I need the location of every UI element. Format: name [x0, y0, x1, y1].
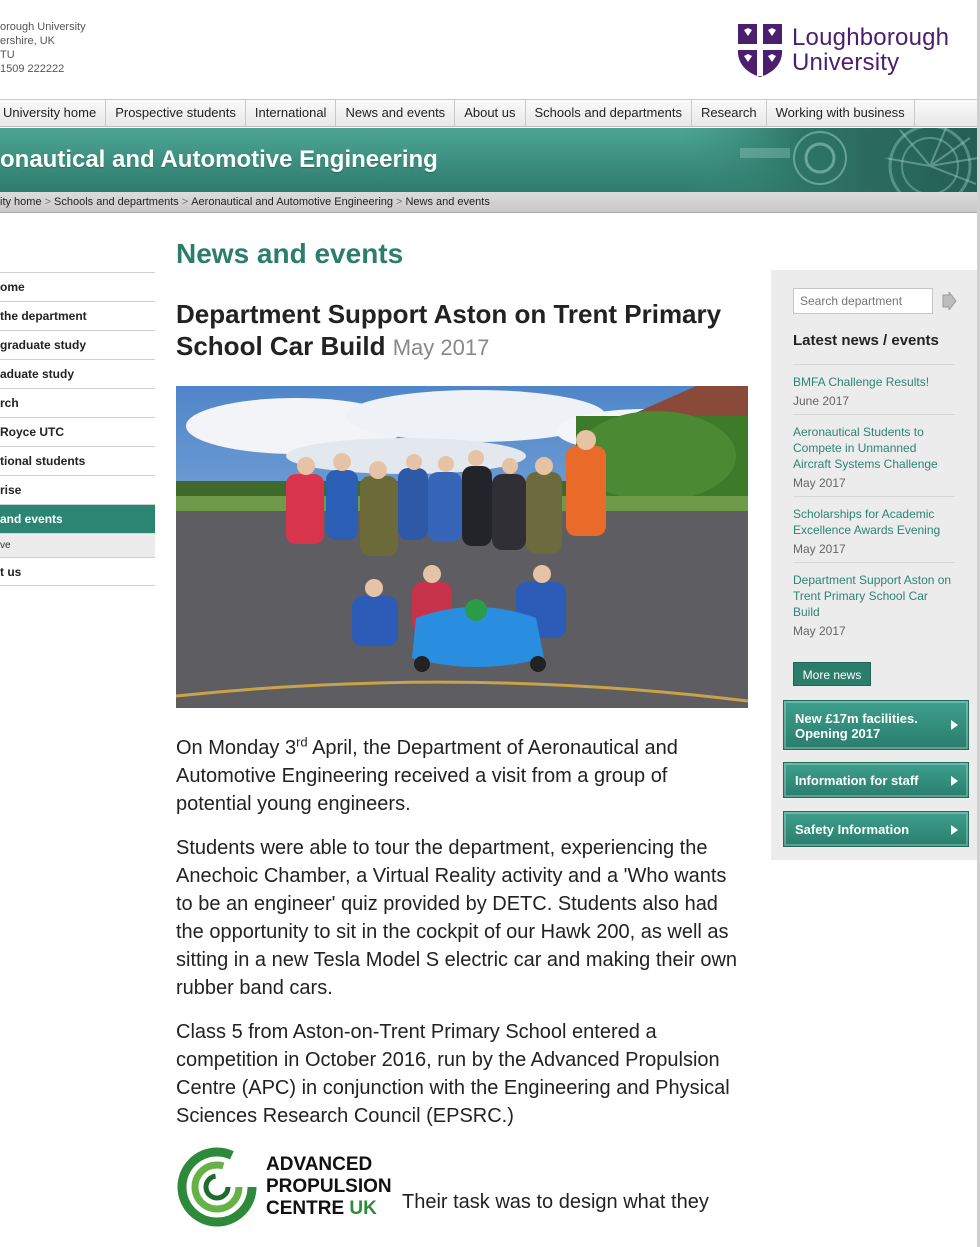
apc-ring-icon — [176, 1146, 258, 1228]
apc-logo-text — [266, 1154, 392, 1220]
information-for-staff-button[interactable] — [783, 762, 969, 798]
school-group-photo — [176, 386, 748, 708]
apc-logo — [176, 1144, 396, 1230]
leftnav-postgraduate-study[interactable]: aduate study — [0, 359, 155, 388]
news-link-car-build[interactable]: Department Support Aston on Trent Primary School Car Build — [793, 573, 952, 619]
new-facilities-button[interactable] — [783, 700, 969, 750]
breadcrumb-separator: > — [396, 196, 403, 208]
logo-line-1: Loughborough — [792, 24, 950, 51]
breadcrumb-separator: > — [44, 196, 52, 208]
news-item — [793, 496, 955, 562]
para1-text: On Monday 3 — [176, 737, 297, 759]
article-paragraph-1 — [176, 734, 748, 818]
article-date: May 2017 — [392, 335, 490, 360]
nav-about-us[interactable]: About us — [455, 100, 525, 126]
right-sidebar — [771, 270, 980, 860]
breadcrumb-department[interactable]: Aeronautical and Automotive Engineering — [191, 196, 394, 208]
news-item — [793, 414, 955, 496]
news-item — [793, 364, 955, 414]
arrow-right-icon — [951, 720, 958, 730]
address-line: orough University — [0, 21, 86, 33]
safety-information-button[interactable] — [783, 811, 969, 847]
phone-number: 1509 222222 — [0, 63, 65, 75]
left-navigation — [0, 272, 155, 586]
nav-working-with-business[interactable]: Working with business — [767, 100, 915, 126]
university-logo[interactable] — [736, 20, 949, 80]
breadcrumb-schools-and-departments[interactable]: Schools and departments — [54, 196, 179, 208]
turbine-banner-image — [680, 128, 980, 192]
news-link-scholarships[interactable]: Scholarships for Academic Excellence Awards Evening — [793, 507, 941, 537]
breadcrumb-news-and-events[interactable]: News and events — [405, 196, 490, 208]
staff-info-label: Information for staff — [795, 773, 919, 788]
department-banner — [0, 128, 980, 192]
university-crest-icon — [736, 22, 784, 78]
university-name — [792, 25, 949, 75]
site-header — [0, 0, 980, 100]
article-title — [176, 298, 748, 364]
nav-international[interactable]: International — [246, 100, 337, 126]
logo-line-2: University — [792, 49, 900, 76]
search-go-arrow-icon[interactable] — [941, 292, 957, 310]
news-item — [793, 562, 955, 644]
safety-info-label: Safety Information — [795, 822, 910, 837]
address-line: TU — [0, 49, 15, 61]
breadcrumb-separator: > — [181, 196, 189, 208]
new-facilities-label: New £17m facilities. Opening 2017 — [795, 711, 918, 741]
leftnav-about-the-department[interactable]: the department — [0, 301, 155, 330]
news-date: May 2017 — [793, 542, 846, 556]
apc-uk: UK — [349, 1198, 377, 1219]
leftnav-rolls-royce-utc[interactable]: Royce UTC — [0, 417, 155, 446]
arrow-right-icon — [951, 776, 958, 786]
nav-schools-and-departments[interactable]: Schools and departments — [526, 100, 692, 126]
contact-address — [0, 20, 86, 76]
news-date: June 2017 — [793, 394, 850, 408]
more-news-button[interactable]: More news — [793, 662, 871, 686]
article-title-text: Department Support Aston on Trent Primary School Car Build — [176, 299, 722, 361]
leftnav-contact-us[interactable]: t us — [0, 557, 155, 586]
apc-section — [176, 1144, 748, 1230]
latest-news-list — [793, 364, 955, 644]
leftnav-news-and-events[interactable]: and events — [0, 504, 155, 533]
nav-university-home[interactable]: University home — [0, 100, 106, 126]
apc-word-1: ADVANCED — [266, 1154, 373, 1175]
leftnav-archive[interactable]: ve — [0, 533, 155, 557]
ordinal-suffix: rd — [296, 734, 308, 750]
apc-word-2: PROPULSION — [266, 1176, 392, 1197]
apc-word-3: CENTRE — [266, 1198, 345, 1219]
nav-news-and-events[interactable]: News and events — [336, 100, 455, 126]
news-date: May 2017 — [793, 476, 846, 490]
news-link-uas-challenge[interactable]: Aeronautical Students to Compete in Unmanned Aircraft Systems Challenge — [793, 425, 938, 471]
leftnav-international-students[interactable]: tional students — [0, 446, 155, 475]
leftnav-enterprise[interactable]: rise — [0, 475, 155, 504]
breadcrumb-university-home[interactable]: ity home — [0, 196, 42, 208]
article-paragraph-2: Students were able to tour the department, experiencing the Anechoic Chamber, a Virtual Reality activity and a 'Who wants to be an engineer' quiz provided by DETC. Students also had the opportunity to sit in the cockpit of our Hawk 200, as well as sitting in a new Tesla Model S electric car and making their own rubber band cars. — [176, 837, 738, 999]
address-line: ershire, UK — [0, 35, 56, 47]
top-navigation — [0, 99, 980, 127]
nav-prospective-students[interactable]: Prospective students — [106, 100, 246, 126]
department-title: onautical and Automotive Engineering — [0, 146, 438, 173]
leftnav-home[interactable]: ome — [0, 272, 155, 301]
article-paragraph-4: Their task was to design what they — [402, 1191, 709, 1213]
breadcrumb — [0, 192, 980, 213]
nav-research[interactable]: Research — [692, 100, 767, 126]
leftnav-research[interactable]: rch — [0, 388, 155, 417]
search-department-input[interactable] — [793, 288, 933, 314]
news-date: May 2017 — [793, 624, 846, 638]
arrow-right-icon — [951, 825, 958, 835]
news-link-bmfa[interactable]: BMFA Challenge Results! — [793, 375, 930, 389]
section-title: News and events — [176, 238, 404, 269]
article-paragraph-3: Class 5 from Aston-on-Trent Primary School entered a competition in October 2016, run by the Advanced Propulsion Centre (APC) in conjunction with the Engineering and Physical Sciences Research Council (EPSRC.) — [176, 1021, 730, 1127]
para1-text-rest: April, the Department of Aeronautical and Automotive Engineering received a visit from a group of potential young engineers. — [176, 737, 678, 815]
leftnav-undergraduate-study[interactable]: graduate study — [0, 330, 155, 359]
main-content — [176, 236, 748, 1230]
latest-news-heading: Latest news / events — [793, 332, 939, 349]
